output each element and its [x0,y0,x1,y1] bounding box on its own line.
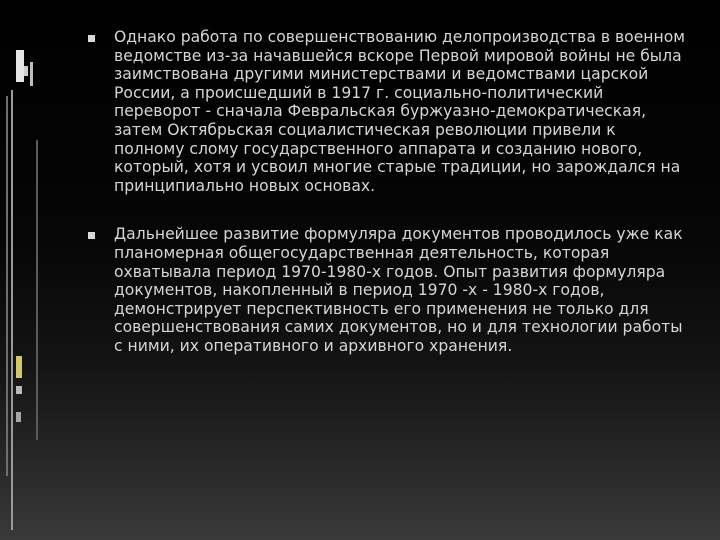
bullet-text: Однако работа по совершенствованию делопроизводства в военном ведомстве из-за начавшейся вскоре Первой мировой войны не была заимствована другими министерствами и ведомствами царской России, а происшедший в 1917 г. социально-политический переворот - сначала Февральская буржуазно-демократическая, затем Октябрьская социалистическая революции привели к полному слому государственного аппарата и созданию нового, который, хотя и усвоил многие старые традиции, но зарождался на принципиально новых основах. [114,28,686,195]
rail-line [36,140,38,440]
bullet-text: Дальнейшее развитие формуляра документов проводилось уже как планомерная общегосударственная деятельность, которая охватывала период 1970-1980-х годов. Опыт развития формуляра документов, накопленный в период 1970 -х - 1980-х годов, демонстрирует перспективность его применения не только для совершенствования самих документов, но и для технологии работы с ними, их оперативного и архивного хранения. [114,225,683,355]
rail-line [6,96,8,476]
rail-line [11,90,13,530]
rail-block-accent [16,356,22,378]
bullet-item [88,225,688,355]
rail-block [16,412,21,422]
rail-block [24,66,28,76]
square-bullet-icon [88,35,95,42]
rail-block [30,62,33,86]
square-bullet-icon [88,232,95,239]
bullet-item [88,28,688,195]
rail-block [16,50,24,82]
rail-block [16,386,22,394]
decorative-left-rail [0,0,40,540]
slide-content [88,28,688,356]
